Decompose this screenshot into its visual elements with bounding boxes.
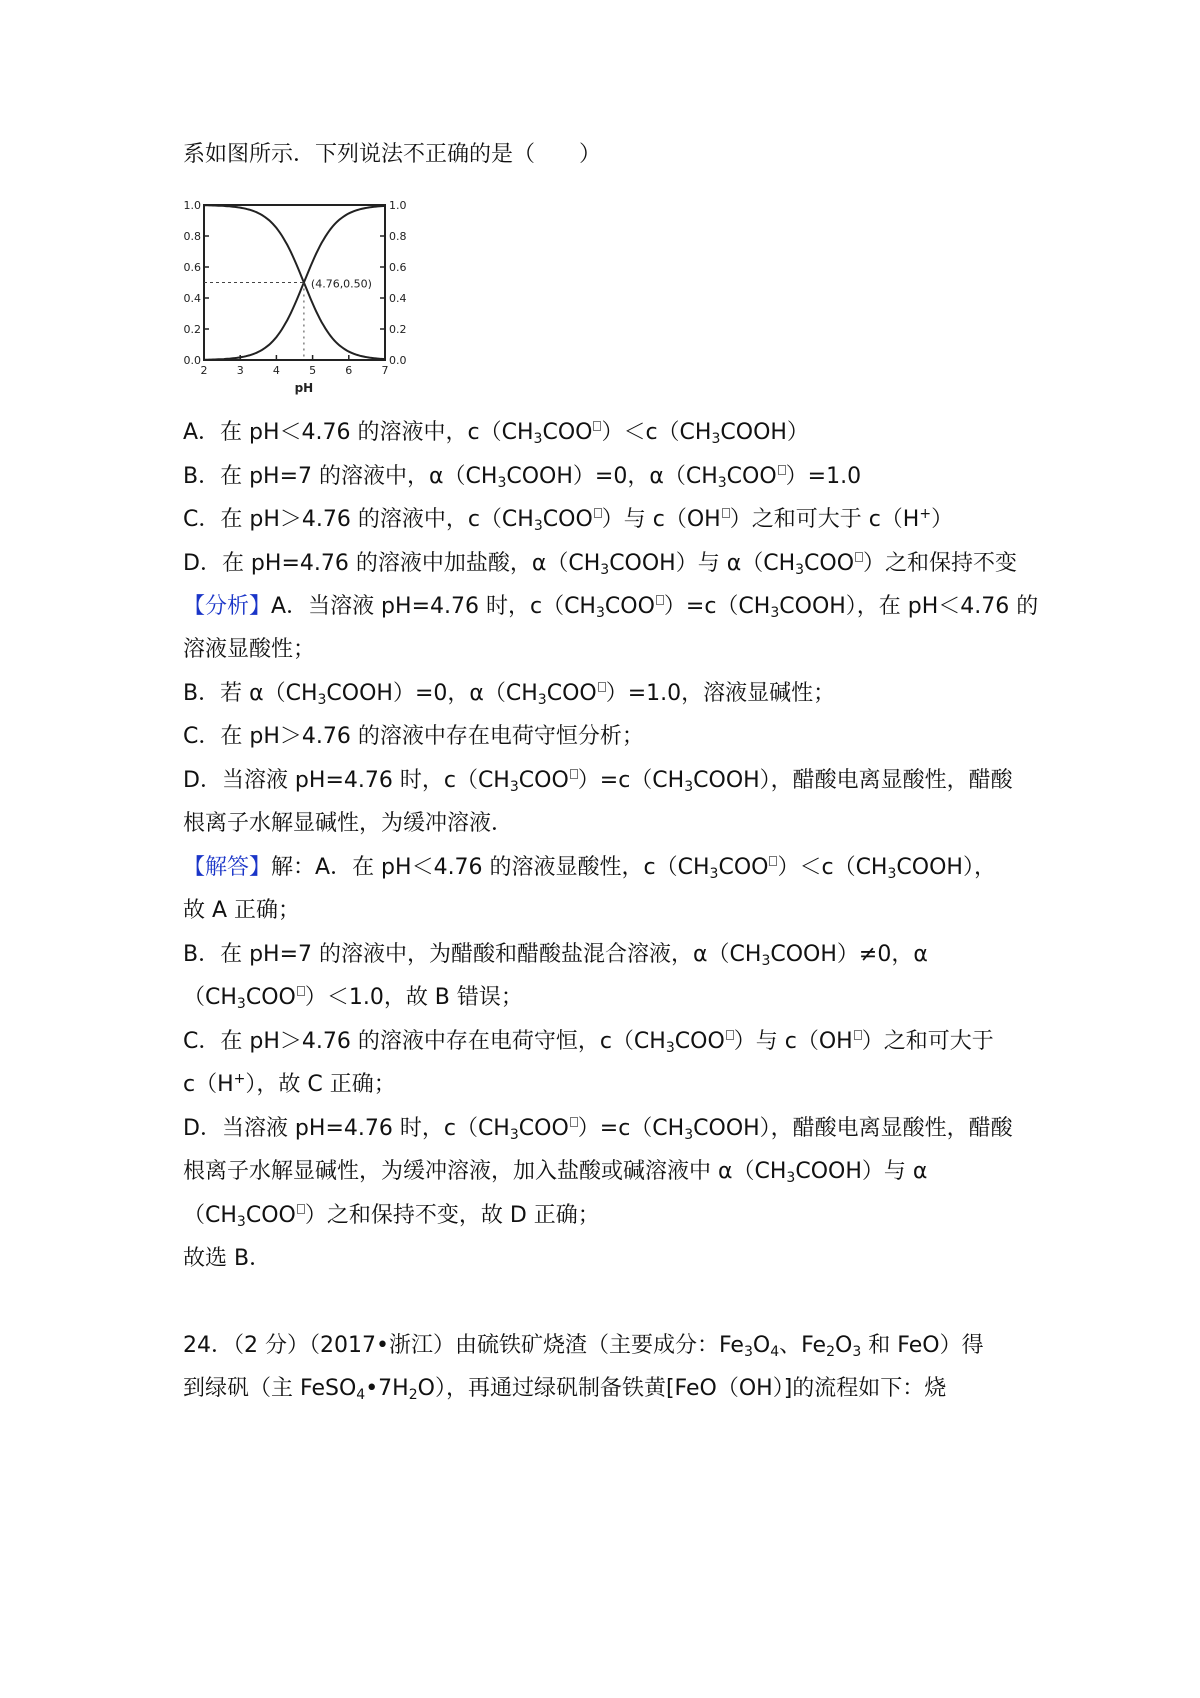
answer-line-2: 故 A 正确；: [183, 898, 301, 923]
y-tick-label-right: 0.4: [389, 292, 407, 305]
y-tick-label-right: 0.6: [389, 261, 407, 274]
question-intro: 系如图所示．下列说法不正确的是（ ）: [183, 142, 602, 167]
next-question-line-2: 到绿矾（主 $FeSO_4•7H_2O$），再通过绿矾制备铁黄[FeO（OH）]的流程如下：烧: [183, 1376, 947, 1403]
option-d: D．在 pH=4.76 的溶液中加盐酸，$\alpha(CH_3COOH)$与 $\alpha(CH_3COO$ ）之和保持不变: [183, 551, 1018, 578]
x-tick-label: 7: [381, 364, 389, 377]
y-tick-label-left: 0.0: [183, 354, 201, 367]
y-tick-label-left: 0.2: [183, 323, 201, 336]
answer-line-4: （$CH_3COO$ ）＜1.0，故 B 错误；: [183, 985, 523, 1012]
answer-line-7: D．当溶液 pH=4.76 时，$c(CH_3COO$ ）$=c(CH_3COOH)$，醋酸电离显酸性，醋酸: [183, 1116, 1013, 1143]
option-a: A．在 pH＜4.76 的溶液中，$c(CH_3COO$ ）$<c(CH_3COOH)$: [183, 420, 809, 447]
next-question-line-1: 24．（2 分）（2017•浙江）由硫铁矿烧渣（主要成分：$Fe_3O_4$、$Fe_2O_3$ 和 FeO）得: [183, 1333, 984, 1360]
y-tick-label-right: 0.8: [389, 230, 407, 243]
answer-line-10: 故选 B．: [183, 1246, 272, 1271]
answer-line-8: 根离子水解显碱性，为缓冲溶液，加入盐酸或碱溶液中 $\alpha(CH_3COOH)$与 α: [183, 1159, 928, 1186]
option-c: C．在 pH＞4.76 的溶液中，$c(CH_3COO$ ）与 c（OH ）之和可大于 c（H+）: [183, 506, 954, 534]
y-tick-label-left: 0.4: [183, 292, 201, 305]
analysis-text: A．当溶液 pH=4.76 时，$c(CH_3COO$ ）$=c(CH_3COOH)$，在 pH＜4.76 的: [271, 594, 1039, 621]
y-tick-label-right: 0.0: [389, 354, 407, 367]
chart-svg: [183, 199, 455, 435]
x-tick-label: 2: [200, 364, 208, 377]
analysis-line-1: [183, 592, 1038, 622]
answer-text: 解：A．在 pH＜4.76 的溶液显酸性，$c(CH_3COO$ ）$<c(CH_3COOH)$，: [271, 855, 996, 882]
y-tick-label-left: 0.8: [183, 230, 201, 243]
x-tick-label: 6: [345, 364, 353, 377]
analysis-line-3: B．若 $\alpha(CH_3COOH)=0$，$\alpha(CH_3COO$ ）=1.0，溶液显碱性；: [183, 681, 836, 708]
distribution-chart: [183, 199, 455, 435]
analysis-line-4: C．在 pH＞4.76 的溶液中存在电荷守恒分析；: [183, 724, 644, 749]
analysis-line-5: D．当溶液 pH=4.76 时，$c(CH_3COO$ ）$=c(CH_3COOH)$，醋酸电离显酸性，醋酸: [183, 768, 1013, 795]
answer-line-9: （$CH_3COO$ ）之和保持不变，故 D 正确；: [183, 1203, 600, 1230]
y-tick-label-right: 1.0: [389, 199, 407, 212]
option-b: B．在 pH=7 的溶液中，$\alpha(CH_3COOH)=0$，$\alpha(CH_3COO$ ）=1.0: [183, 464, 862, 491]
x-axis-label: pH: [294, 381, 314, 395]
answer-line-6: c（H+），故 C 正确；: [183, 1071, 396, 1097]
analysis-tag: 【分析】: [183, 594, 272, 619]
x-tick-label: 4: [272, 364, 280, 377]
analysis-line-2: 溶液显酸性；: [183, 637, 316, 662]
analysis-line-6: 根离子水解显碱性，为缓冲溶液．: [183, 811, 514, 836]
y-tick-label-right: 0.2: [389, 323, 407, 336]
answer-line-1: [183, 853, 996, 883]
answer-line-5: C．在 pH＞4.76 的溶液中存在电荷守恒，$c(CH_3COO$ ）与 c（OH ）之和可大于: [183, 1029, 994, 1056]
crossing-annotation: (4.76,0.50): [310, 277, 372, 291]
y-tick-label-left: 1.0: [183, 199, 201, 212]
answer-line-3: B．在 pH=7 的溶液中，为醋酸和醋酸盐混合溶液，$\alpha(CH_3COOH)\ne 0$，α: [183, 942, 928, 969]
x-tick-label: 5: [309, 364, 317, 377]
y-tick-label-left: 0.6: [183, 261, 201, 274]
x-tick-label: 3: [236, 364, 244, 377]
answer-tag: 【解答】: [183, 855, 272, 880]
